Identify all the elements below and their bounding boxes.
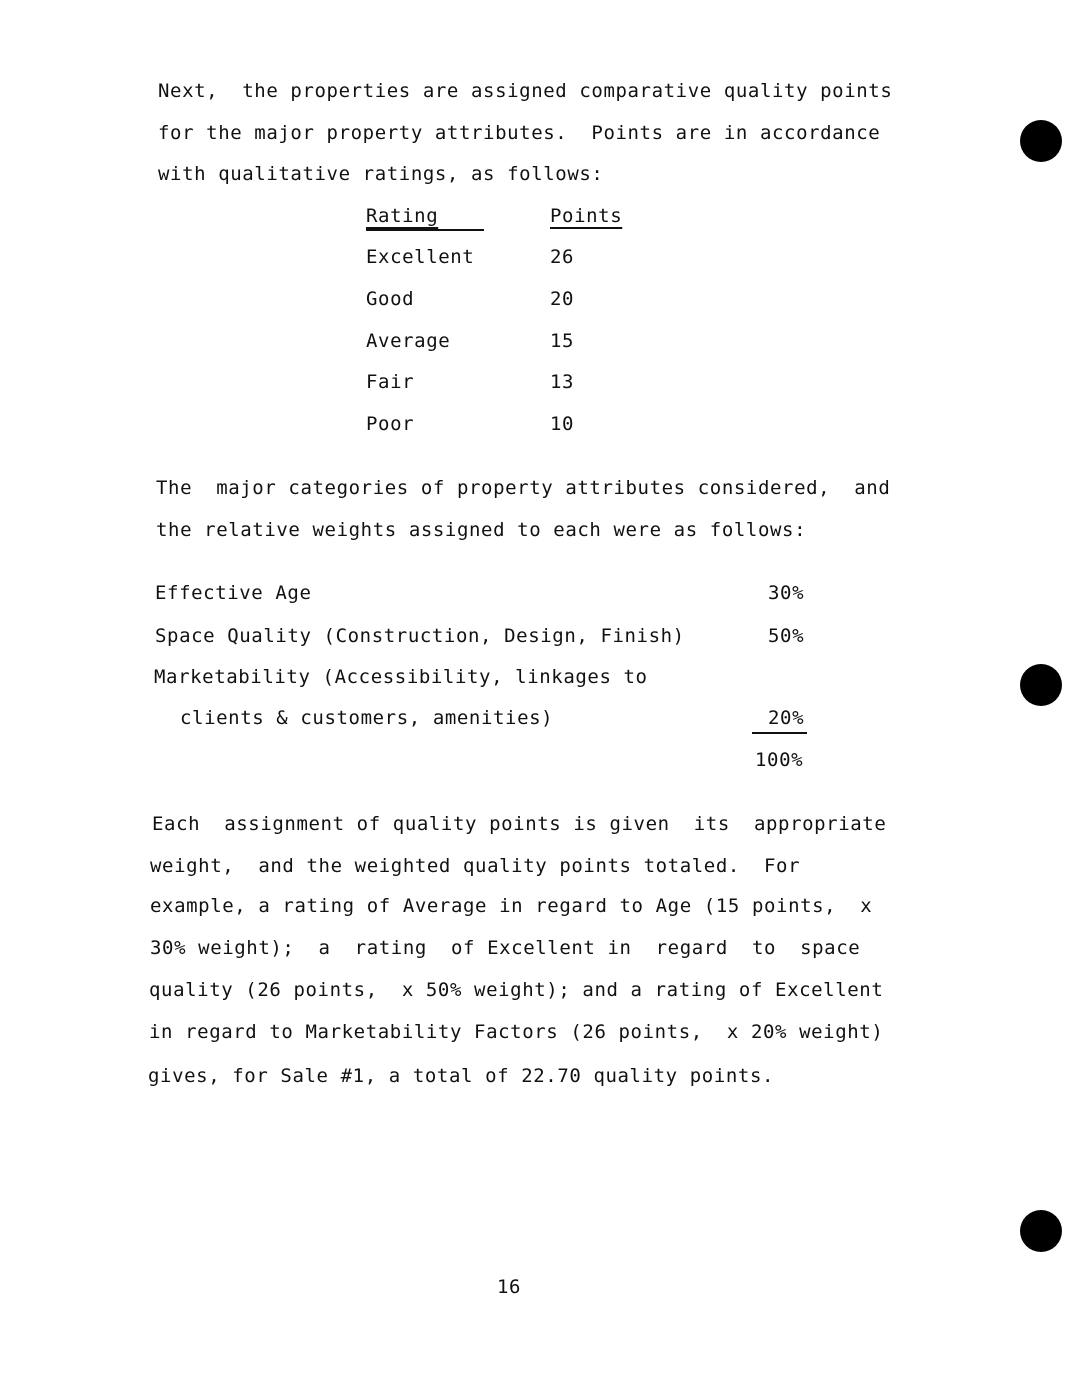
ratings-header-points: Points	[550, 205, 623, 227]
weight-label: Marketability (Accessibility, linkages to	[154, 666, 648, 688]
ratings-header-rating: Rating	[366, 205, 439, 227]
weight-value: 50%	[768, 625, 805, 647]
rating-label: Good	[366, 288, 415, 310]
rating-points: 13	[550, 371, 575, 393]
explanation-line-7: gives, for Sale #1, a total of 22.70 quality points.	[148, 1065, 775, 1087]
rating-label: Average	[366, 330, 451, 352]
punch-hole-middle	[1020, 664, 1062, 706]
rating-points: 20	[550, 288, 575, 310]
explanation-line-1-text: Each assignment of quality points is given its appropriate	[152, 813, 887, 835]
punch-hole-top	[1020, 120, 1062, 162]
weights-total: 100%	[755, 749, 804, 771]
rating-points: 15	[550, 330, 575, 352]
ratings-header-rating-rule	[366, 229, 484, 231]
weight-label: Space Quality (Construction, Design, Finish)	[155, 625, 685, 647]
categories-intro-line-2: the relative weights assigned to each were as follows:	[156, 519, 807, 541]
weights-total-rule	[752, 732, 807, 734]
intro-line-1	[158, 80, 958, 102]
explanation-line-1	[152, 813, 948, 835]
explanation-line-4: 30% weight); a rating of Excellent in regard to space	[150, 937, 861, 959]
weight-value: 20%	[768, 707, 805, 729]
categories-intro-line-1: The major categories of property attributes considered, and	[156, 477, 891, 499]
intro-line-3: with qualitative ratings, as follows:	[158, 163, 604, 185]
punch-hole-bottom	[1020, 1210, 1062, 1252]
intro-line-2: for the major property attributes. Points are in accordance	[158, 122, 881, 144]
weight-label-continuation: clients & customers, amenities)	[180, 707, 554, 729]
rating-label: Fair	[366, 371, 415, 393]
weight-value: 30%	[768, 582, 805, 604]
explanation-line-3: example, a rating of Average in regard to Age (15 points, x	[150, 895, 873, 917]
rating-points: 26	[550, 246, 575, 268]
page-number: 16	[497, 1276, 522, 1298]
rating-points: 10	[550, 413, 575, 435]
weight-label: Effective Age	[155, 582, 312, 604]
rating-label: Poor	[366, 413, 415, 435]
intro-line-1-text: Next, the properties are assigned comparative quality points	[158, 80, 893, 102]
rating-label: Excellent	[366, 246, 475, 268]
explanation-line-6: in regard to Marketability Factors (26 points, x 20% weight)	[149, 1021, 884, 1043]
explanation-line-5: quality (26 points, x 50% weight); and a rating of Excellent	[149, 979, 884, 1001]
explanation-line-2: weight, and the weighted quality points totaled. For	[150, 855, 801, 877]
